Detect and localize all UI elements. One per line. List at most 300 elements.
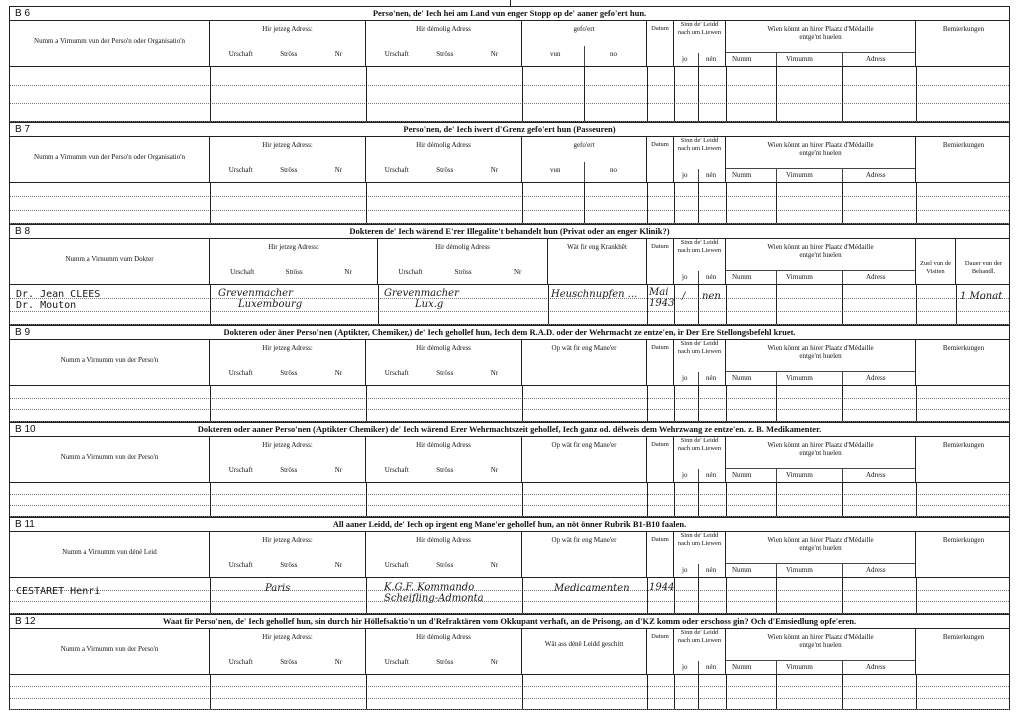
column-header-row — [10, 339, 1009, 386]
current-address-column — [210, 136, 366, 182]
column-line — [584, 183, 585, 223]
number-label: Nr — [490, 369, 499, 377]
section-b10 — [9, 422, 1010, 517]
alive-column — [674, 531, 726, 577]
data-rows — [10, 386, 1009, 421]
column-line — [674, 386, 675, 421]
yes-no-divider — [698, 661, 699, 674]
medal-firstname-label: Virnumm — [786, 663, 813, 671]
column-line — [776, 578, 777, 613]
column-line — [522, 483, 523, 516]
former-address-header: Hir démolig Adress — [416, 344, 471, 352]
street-label: Ströss — [280, 466, 298, 474]
column-line — [916, 483, 917, 516]
alive-yes-entry: / — [682, 291, 686, 302]
number-label: Nr — [334, 166, 343, 174]
locality-label: Urschaft — [228, 50, 253, 58]
data-rows — [10, 67, 1009, 121]
no-label: nén — [706, 171, 717, 179]
doctor-name-1: Dr. Jean CLEES — [16, 289, 101, 300]
medal-recipient-column — [726, 628, 916, 674]
yes-no-divider — [698, 372, 699, 385]
medal-subheader-line — [726, 371, 915, 372]
column-line — [916, 386, 917, 421]
column-line — [776, 183, 777, 223]
current-address-locality-2: Luxembourg — [238, 299, 303, 310]
street-label: Ströss — [436, 166, 454, 174]
detail-column — [522, 339, 647, 385]
remarks-header: Bemierkungen — [942, 141, 985, 149]
section-title-row — [10, 7, 1009, 21]
column-line — [210, 675, 211, 709]
medal-name-label: Numm — [732, 55, 752, 63]
former-address-column — [366, 20, 522, 66]
name-header: Numm a Virnumm vun der Perso'n — [60, 645, 159, 653]
medal-recipient-column — [726, 339, 916, 385]
street-label: Ströss — [436, 369, 454, 377]
medal-recipient-column — [726, 136, 916, 182]
date-header: Datum — [651, 441, 669, 448]
medal-address-label: Adress — [866, 171, 886, 179]
date-header: Datum — [651, 536, 669, 543]
date-header: Datum — [651, 344, 669, 351]
detail-column — [522, 436, 647, 482]
column-line — [776, 386, 777, 421]
number-label: Nr — [334, 466, 343, 474]
medal-divider-1 — [776, 271, 777, 284]
medal-divider-2 — [842, 372, 843, 385]
table-row[interactable] — [10, 183, 1009, 197]
medal-subheader-line — [726, 270, 915, 271]
helper-name-1: CESTARET Henri — [16, 586, 101, 597]
section-title: All aaner Leidd, de' Iech op irgent eng Mane'er gehollef hun, an nöt önner Rubrik B1-B10 faalen. — [332, 519, 687, 529]
current-address-column — [210, 20, 366, 66]
locality-label: Urschaft — [384, 166, 409, 174]
section-code: B 9 — [15, 327, 31, 338]
street-label: Ströss — [280, 658, 298, 666]
current-address-header: Hir jetzeg Adress: — [262, 25, 313, 33]
street-label: Ströss — [436, 561, 454, 569]
name-column — [10, 20, 210, 66]
name-column — [10, 238, 210, 284]
date-header: Datum — [651, 141, 669, 148]
number-label: Nr — [344, 268, 352, 276]
medal-divider-2 — [842, 53, 843, 66]
remarks-header: Bemierkungen — [942, 344, 985, 352]
number-label: Nr — [334, 50, 343, 58]
visits-header: Zuel vun de Visiten — [919, 260, 952, 275]
medal-firstname-label: Virnumm — [786, 171, 813, 179]
number-label: Nr — [490, 466, 499, 474]
table-row[interactable] — [10, 196, 1009, 210]
medal-subheader-line — [726, 52, 915, 53]
column-header-row — [10, 136, 1009, 183]
section-title-row — [10, 615, 1009, 629]
column-line — [776, 675, 777, 709]
medal-header: Wien könnt an hirer Plaatz d'Médaille entge'nt huelen — [767, 441, 874, 457]
street-label: Ströss — [436, 466, 454, 474]
alive-header: Sinn de' Leidd nach um Liewen — [677, 21, 722, 36]
column-line — [956, 285, 957, 324]
column-line — [726, 285, 727, 324]
former-address-locality-2: Lux.g — [415, 299, 444, 310]
alive-column — [674, 238, 726, 284]
column-line — [776, 483, 777, 516]
number-label: Nr — [334, 369, 343, 377]
yes-label: jo — [682, 471, 688, 479]
medal-subheader-line — [726, 563, 915, 564]
alive-header: Sinn de' Leidd nach um Liewen — [677, 532, 722, 547]
from-to-divider — [584, 162, 585, 182]
column-line — [366, 67, 367, 121]
column-header-row — [10, 436, 1009, 483]
column-line — [210, 285, 211, 324]
table-row[interactable] — [10, 601, 1009, 614]
street-label: Ströss — [454, 268, 472, 276]
column-line — [522, 183, 523, 223]
name-column — [10, 136, 210, 182]
current-address-header: Hir jetzeg Adress: — [262, 344, 313, 352]
column-line — [522, 578, 523, 613]
medal-divider-1 — [776, 372, 777, 385]
column-line — [548, 285, 549, 324]
alive-column — [674, 20, 726, 66]
table-row[interactable] — [10, 698, 1009, 710]
former-address-column — [366, 531, 522, 577]
column-line — [647, 483, 648, 516]
column-line — [674, 183, 675, 223]
locality-label: Urschaft — [398, 268, 423, 276]
date-column — [647, 20, 674, 66]
section-b8 — [9, 224, 1010, 325]
locality-label: Urschaft — [384, 466, 409, 474]
section-code: B 8 — [15, 226, 31, 237]
from-label: vun — [550, 50, 561, 58]
yes-no-divider — [698, 564, 699, 577]
section-b7 — [9, 122, 1010, 224]
locality-label: Urschaft — [228, 561, 253, 569]
locality-label: Urschaft — [228, 369, 253, 377]
alive-header: Sinn de' Leidd nach um Liewen — [677, 629, 722, 644]
section-title-row — [10, 225, 1009, 239]
medal-header: Wien könnt an hirer Plaatz d'Médaille entge'nt huelen — [767, 536, 874, 552]
name-header: Numm a Virnumm vun der Perso'n — [60, 356, 159, 364]
column-line — [522, 675, 523, 709]
yes-label: jo — [682, 566, 688, 574]
street-label: Ströss — [280, 561, 298, 569]
medal-firstname-label: Virnumm — [786, 374, 813, 382]
section-code: B 11 — [15, 519, 35, 530]
date-entry-1: 1944 — [649, 582, 675, 593]
column-line — [842, 183, 843, 223]
date-column — [647, 628, 674, 674]
table-row[interactable] — [10, 67, 1009, 86]
yes-no-divider — [698, 469, 699, 482]
table-row[interactable] — [10, 85, 1009, 104]
remarks-column — [916, 136, 1011, 182]
yes-no-divider — [698, 169, 699, 182]
column-line — [647, 183, 648, 223]
remarks-column — [916, 20, 1011, 66]
former-address-locality-2: Scheifling-Admonta — [384, 593, 484, 604]
column-line — [647, 67, 648, 121]
yes-label: jo — [682, 663, 688, 671]
column-line — [842, 285, 843, 324]
column-line — [584, 67, 585, 121]
locality-label: Urschaft — [228, 166, 253, 174]
detail-column — [522, 136, 647, 182]
column-line — [698, 483, 699, 516]
name-header: Numm a Virnumm vun der Perso'n oder Organisatio'n — [34, 37, 185, 45]
locality-label: Urschaft — [228, 466, 253, 474]
no-label: nén — [706, 55, 717, 63]
date-entry-1: Mai — [649, 287, 669, 298]
medal-name-label: Numm — [732, 273, 752, 281]
number-label: Nr — [490, 50, 499, 58]
section-title: Dokteren oder äner Perso'nen (Aptikter, Chemiker,) de' Iech gehollef hun, Iech dem R.A.D. oder der Wehrmacht ze entze'en, ir Der Ere Stellongsbefehl kruet. — [223, 327, 796, 337]
no-label: nén — [706, 566, 717, 574]
former-address-locality-1: K.G.F. Kommando — [384, 582, 475, 593]
street-label: Ströss — [436, 658, 454, 666]
visits-column — [916, 238, 956, 284]
column-line — [674, 67, 675, 121]
medal-recipient-column — [726, 238, 916, 284]
column-line — [916, 675, 917, 709]
former-address-locality-1: Grevenmacher — [384, 288, 459, 299]
column-line — [210, 483, 211, 516]
from-label: vun — [550, 166, 561, 174]
former-address-header: Hir démolig Adress — [416, 633, 471, 641]
date-column — [647, 238, 674, 284]
column-line — [522, 386, 523, 421]
date-header: Datum — [651, 243, 669, 250]
table-row[interactable] — [10, 311, 1009, 325]
date-header: Datum — [651, 25, 669, 32]
table-row[interactable] — [10, 285, 1009, 299]
street-label: Ströss — [280, 369, 298, 377]
column-line — [842, 675, 843, 709]
column-line — [366, 386, 367, 421]
former-address-column — [366, 436, 522, 482]
alive-column — [674, 436, 726, 482]
column-line — [726, 67, 727, 121]
column-line — [647, 285, 648, 324]
column-line — [210, 183, 211, 223]
name-header: Numm a Virnumm vum Dokter — [65, 255, 154, 263]
medal-firstname-label: Virnumm — [786, 55, 813, 63]
street-label: Ströss — [280, 50, 298, 58]
locality-label: Urschaft — [384, 369, 409, 377]
section-title-row — [10, 123, 1009, 137]
medal-address-label: Adress — [866, 273, 886, 281]
medal-subheader-line — [726, 660, 915, 661]
remarks-header: Bemierkungen — [942, 633, 985, 641]
alive-header: Sinn de' Leidd nach um Liewen — [677, 137, 722, 152]
column-line — [842, 483, 843, 516]
remarks-column — [916, 436, 1011, 482]
remarks-header: Bemierkungen — [942, 536, 985, 544]
column-line — [210, 67, 211, 121]
to-label: no — [610, 166, 617, 174]
duration-column — [956, 238, 1011, 284]
column-line — [674, 675, 675, 709]
alive-column — [674, 136, 726, 182]
medal-recipient-column — [726, 436, 916, 482]
date-column — [647, 531, 674, 577]
section-title-row — [10, 326, 1009, 340]
column-line — [210, 386, 211, 421]
medal-address-label: Adress — [866, 374, 886, 382]
locality-label: Urschaft — [384, 561, 409, 569]
column-line — [698, 578, 699, 613]
current-address-header: Hir jetzeg Adress: — [268, 243, 319, 251]
date-entry-2: 1943 — [649, 298, 675, 309]
column-line — [210, 578, 211, 613]
data-rows — [10, 578, 1009, 613]
name-header: Numm a Virnumm vun der Perso'n — [60, 453, 159, 461]
column-line — [726, 675, 727, 709]
medal-divider-2 — [842, 169, 843, 182]
table-row[interactable] — [10, 298, 1009, 312]
medal-subheader-line — [726, 168, 915, 169]
current-address-column — [210, 628, 366, 674]
illness-entry: Heuschnupfen ... — [551, 289, 638, 300]
detail-header: Op wät fir eng Mane'er — [551, 536, 617, 544]
column-line — [726, 183, 727, 223]
medal-address-label: Adress — [866, 55, 886, 63]
alive-header: Sinn de' Leidd nach um Liewen — [677, 340, 722, 355]
former-address-column — [366, 339, 522, 385]
column-line — [698, 183, 699, 223]
doctor-name-2: Dr. Mouton — [16, 300, 77, 311]
column-line — [916, 67, 917, 121]
column-header-row — [10, 238, 1009, 285]
section-code: B 7 — [15, 124, 31, 135]
date-column — [647, 436, 674, 482]
medal-name-label: Numm — [732, 663, 752, 671]
alive-column — [674, 339, 726, 385]
help-manner-entry: Medicamenten — [554, 583, 630, 594]
column-line — [842, 386, 843, 421]
remarks-column — [916, 531, 1011, 577]
column-header-row — [10, 20, 1009, 67]
medal-header: Wien könnt an hirer Plaatz d'Médaille entge'nt huelen — [767, 25, 874, 41]
column-header-row — [10, 628, 1009, 675]
medal-address-label: Adress — [866, 471, 886, 479]
remarks-column — [916, 339, 1011, 385]
date-column — [647, 339, 674, 385]
column-line — [916, 578, 917, 613]
column-line — [366, 675, 367, 709]
table-row[interactable] — [10, 103, 1009, 122]
detail-column — [548, 238, 647, 284]
column-line — [366, 483, 367, 516]
no-label: nén — [706, 471, 717, 479]
medal-recipient-column — [726, 531, 916, 577]
current-address-column — [210, 238, 378, 284]
detail-column — [522, 20, 647, 66]
duration-header: Dauer vun der Behandl. — [964, 260, 1003, 275]
name-column — [10, 339, 210, 385]
column-line — [522, 67, 523, 121]
number-label: Nr — [490, 166, 499, 174]
medal-name-label: Numm — [732, 566, 752, 574]
medal-address-label: Adress — [866, 663, 886, 671]
name-header: Numm a Virnumm vun dénë Leid — [62, 548, 157, 556]
former-address-header: Hir démolig Adress — [416, 141, 471, 149]
medal-divider-1 — [776, 661, 777, 674]
section-code: B 12 — [15, 616, 36, 627]
number-label: Nr — [490, 658, 499, 666]
table-row[interactable] — [10, 409, 1009, 422]
medal-header: Wien könnt an hirer Plaatz d'Médaille entge'nt huelen — [767, 344, 874, 360]
name-column — [10, 628, 210, 674]
yes-label: jo — [682, 171, 688, 179]
medal-divider-2 — [842, 661, 843, 674]
column-line — [726, 386, 727, 421]
current-address-column — [210, 436, 366, 482]
yes-no-divider — [698, 53, 699, 66]
locality-label: Urschaft — [230, 268, 255, 276]
no-label: nén — [706, 374, 717, 382]
yes-label: jo — [682, 55, 688, 63]
medal-address-label: Adress — [866, 566, 886, 574]
street-label: Ströss — [285, 268, 303, 276]
former-address-column — [366, 628, 522, 674]
section-code: B 6 — [15, 8, 31, 19]
alive-column — [674, 628, 726, 674]
column-line — [366, 183, 367, 223]
current-address-locality-1: Grevenmacher — [218, 288, 293, 299]
section-title: Waat fir Perso'nen, de' Iech gehollef hun, sin durch hir Höllefsaktio'n un d'Refraktären vom Okkupant verhaft, an de Prisong, an d'KZ komm oder erschoss gin? Och d'Emsiedlung opfe'eren. — [162, 616, 857, 626]
table-row[interactable] — [10, 210, 1009, 224]
column-line — [647, 675, 648, 709]
medal-firstname-label: Virnumm — [786, 273, 813, 281]
section-title: Perso'nen, de' Iech hei am Land vun enger Stopp op de' aaner gefo'ert hun. — [372, 8, 647, 18]
medal-divider-2 — [842, 469, 843, 482]
locality-label: Urschaft — [228, 658, 253, 666]
section-title-row — [10, 423, 1009, 437]
yes-label: jo — [682, 374, 688, 382]
table-row[interactable] — [10, 505, 1009, 517]
column-line — [842, 67, 843, 121]
current-address-column — [210, 531, 366, 577]
detail-header: gefo'ert — [573, 141, 595, 149]
yes-label: jo — [682, 273, 688, 281]
medal-name-label: Numm — [732, 471, 752, 479]
detail-header: Op wät fir eng Mane'er — [551, 441, 617, 449]
medal-divider-1 — [776, 53, 777, 66]
number-label: Nr — [334, 658, 343, 666]
data-rows — [10, 285, 1009, 324]
column-line — [726, 483, 727, 516]
column-line — [916, 183, 917, 223]
former-address-header: Hir démolig Adress — [435, 243, 490, 251]
section-title: Dokteren de' Iech wärend E'rer Illegalite't behandelt hun (Privat oder an enger Klinik?) — [349, 226, 670, 236]
column-line — [698, 285, 699, 324]
number-label: Nr — [490, 561, 499, 569]
current-address-locality-1: Paris — [265, 583, 291, 594]
medal-name-label: Numm — [732, 171, 752, 179]
no-label: nén — [706, 663, 717, 671]
data-rows — [10, 483, 1009, 516]
section-b6 — [9, 6, 1010, 122]
medal-recipient-column — [726, 20, 916, 66]
street-label: Ströss — [280, 166, 298, 174]
current-address-header: Hir jetzeg Adress: — [262, 633, 313, 641]
section-title: Perso'nen, de' Iech iwert d'Grenz gefo'ert hun (Passeuren) — [403, 124, 616, 134]
column-line — [776, 285, 777, 324]
